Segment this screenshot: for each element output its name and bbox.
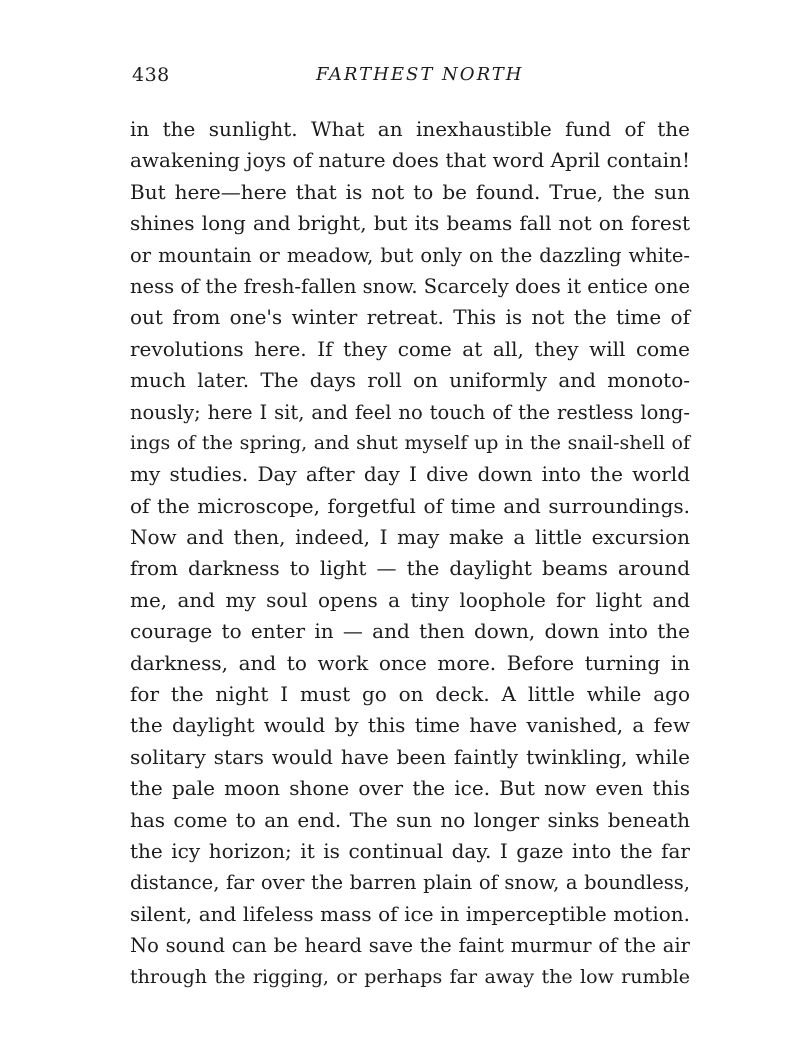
text-line: has come to an end. The sun no longer sinks beneath [130,807,690,832]
text-line: through the rigging, or perhaps far away the low rumble [130,965,690,988]
text-line: courage to enter in — and then down, down into the [130,619,690,644]
text-line: for the night I must go on deck. A little while ago [130,682,690,707]
text-line: from darkness to light — the daylight beams around [130,556,690,581]
text-line: No sound can be heard save the faint murmur of the air [130,934,690,958]
running-head [116,60,686,90]
text-line: awakening joys of nature does that word April contain! [130,148,690,173]
text-line: much later. The days roll on uniformly and monoto- [130,368,690,393]
text-line: ness of the fresh-fallen snow. Scarcely does it entice one [130,274,690,298]
text-line: darkness, and to work once more. Before turning in [130,650,690,675]
text-line: But here—here that is not to be found. True, the sun [130,179,690,204]
text-line: shines long and bright, but its beams fall not on forest [130,211,690,236]
text-line: distance, far over the barren plain of snow, a boundless, [130,871,690,895]
book-title: FARTHEST NORTH [316,64,524,85]
text-line: me, and my soul opens a tiny loophole for light and [130,587,690,612]
text-line: revolutions here. If they come at all, they will come [130,336,690,361]
text-line: solitary stars would have been faintly twinkling, while [130,744,690,769]
text-line: the pale moon shone over the ice. But now even this [130,776,690,801]
text-line: the icy horizon; it is continual day. I gaze into the far [130,838,690,863]
text-line: Now and then, indeed, I may make a little excursion [130,525,690,550]
text-line: out from one's winter retreat. This is not the time of [130,305,690,330]
text-line: ings of the spring, and shut myself up in the snail-shell of [130,431,690,454]
body-text [130,114,690,993]
text-line: nously; here I sit, and feel no touch of the restless long- [130,400,690,424]
text-line: my studies. Day after day I dive down into the world [130,462,690,487]
text-line: or mountain or meadow, but only on the dazzling white- [130,243,690,267]
text-line: of the microscope, forgetful of time and surroundings. [130,493,690,518]
text-line: in the sunlight. What an inexhaustible fund of the [130,117,690,141]
text-line: the daylight would by this time have vanished, a few [130,713,690,738]
text-line: silent, and lifeless mass of ice in imperceptible motion. [130,901,690,926]
page-number: 438 [132,64,170,86]
